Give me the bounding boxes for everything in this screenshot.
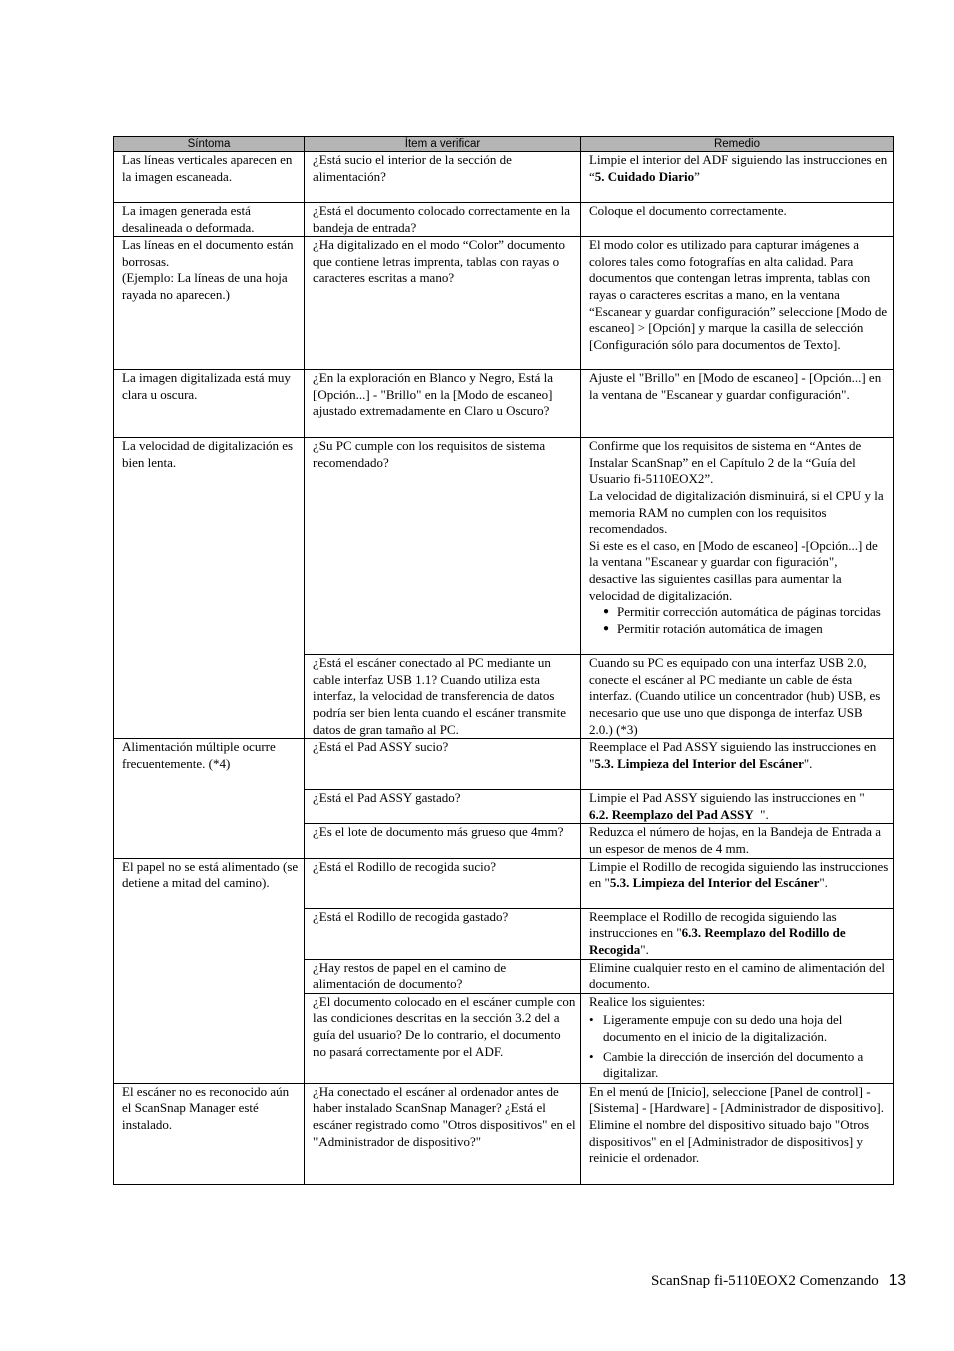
remedy-cell: El modo color es utilizado para capturar imágenes a colores tales como fotografías en alta calidad. Para documentos que contengan letras imprenta, tablas con rayas o caracteres escritas a mano, en la ventana “Escanear y guardar configuración” seleccione [Modo de escaneo] > [Opción] y marque la casilla de selección [Configuración sólo para documentos de Texto].	[581, 237, 894, 370]
check-cell: ¿Ha conectado el escáner al ordenador antes de haber instalado ScanSnap Manager? ¿Está el escáner registrado como "Otros dispositivos" en el "Administrador de dispositivo?"	[305, 1083, 581, 1184]
remedy-cell: Elimine cualquier resto en el camino de alimentación del documento.	[581, 959, 894, 993]
remedy-reference: 6.2. Reemplazo del Pad ASSY	[589, 806, 754, 822]
list-item	[589, 621, 889, 638]
check-cell: ¿Está el Pad ASSY sucio?	[305, 739, 581, 790]
symptom-example: (Ejemplo: La líneas de una hoja rayada no aparecen.)	[122, 270, 288, 302]
table-row	[114, 203, 894, 237]
bullet-icon: ●	[603, 622, 610, 634]
check-cell: ¿En la exploración en Blanco y Negro, Está la [Opción...] - "Brillo" en la [Modo de escaneo] ajustado extremadamente en Claro u Oscuro?	[305, 370, 581, 438]
remedy-cell	[581, 438, 894, 655]
check-cell: ¿Está el Pad ASSY gastado?	[305, 790, 581, 824]
header-symptom: Síntoma	[114, 137, 305, 152]
remedy-cell	[581, 152, 894, 203]
table-row	[114, 858, 894, 908]
symptom-cell: El papel no se está alimentado (se detiene a mitad del camino).	[114, 858, 305, 1083]
remedy-text: ”	[694, 168, 700, 184]
table-row	[114, 370, 894, 438]
list-item-text: Ligeramente empuje con su dedo una hoja del documento en el inicio de la digitalización.	[603, 1012, 843, 1044]
symptom-cell: La imagen generada está desalineada o deformada.	[114, 203, 305, 237]
remedy-reference: 5. Cuidado Diario	[594, 168, 695, 184]
remedy-cell: Cuando su PC es equipado con una interfaz USB 2.0, conecte el escáner al PC mediante un cable de ésta interfaz. (Cuando utilice un concentrador (hub) USB, es necesario que use uno que disponga de interfaz USB 2.0.) (*3)	[581, 655, 894, 739]
table-row	[114, 739, 894, 790]
remedy-cell	[581, 739, 894, 790]
symptom-cell	[114, 237, 305, 370]
list-item-text: Permitir corrección automática de páginas torcidas	[617, 604, 881, 620]
table-row	[114, 237, 894, 370]
remedy-cell	[581, 908, 894, 959]
remedy-reference: 5.3. Limpieza del Interior del Escáner	[594, 755, 804, 771]
list-item-text: Cambie la dirección de inserción del documento a digitalizar.	[603, 1048, 864, 1081]
remedy-cell: Reduzca el número de hojas, en la Bandeja de Entrada a un espesor de menos de 4 mm.	[581, 824, 894, 858]
remedy-text: Realice los siguientes:	[589, 993, 706, 1009]
header-remedy: Remedio	[581, 137, 894, 152]
bullet-icon: ●	[603, 606, 610, 618]
remedy-text: Confirme que los requisitos de sistema en “Antes de Instalar ScanSnap” en el Capítulo 2 de la “Guía del Usuario fi-5110EOX2”.	[589, 438, 862, 487]
check-cell: ¿Está el escáner conectado al PC mediante un cable interfaz USB 1.1? Cuando utiliza esta interfaz, la velocidad de transferencia de datos podría ser bien lenta cuando el escáner transmite datos de gran tamaño al PC.	[305, 655, 581, 739]
symptom-cell: Alimentación múltiple ocurre frecuentemente. (*4)	[114, 739, 305, 858]
remedy-reference: 6.3. Reemplazo del Rodillo de Recogida	[589, 925, 846, 957]
symptom-cell: Las líneas verticales aparecen en la imagen escaneada.	[114, 152, 305, 203]
remedy-cell: Coloque el documento correctamente.	[581, 203, 894, 237]
bullet-icon: •	[589, 1012, 594, 1028]
remedy-text: Limpie el interior del ADF siguiendo las instrucciones en “	[589, 152, 888, 184]
check-cell: ¿Hay restos de papel en el camino de alimentación de documento?	[305, 959, 581, 993]
page-number: 13	[888, 1272, 906, 1289]
remedy-text: ".	[640, 941, 649, 957]
header-check-item: Ítem a verificar	[305, 137, 581, 152]
list-item	[589, 1049, 889, 1082]
table-header-row	[114, 137, 894, 152]
symptom-cell: La velocidad de digitalización es bien lenta.	[114, 438, 305, 739]
remedy-cell: Ajuste el "Brillo" en [Modo de escaneo] - [Opción...] en la ventana de "Escanear y guardar configuración".	[581, 370, 894, 438]
check-cell: ¿Ha digitalizado en el modo “Color” documento que contiene letras imprenta, tablas con rayas o caracteres escritas a mano?	[305, 237, 581, 370]
remedy-text: ".	[753, 806, 769, 822]
table-row	[114, 152, 894, 203]
remedy-text: ".	[819, 875, 828, 891]
document-title: ScanSnap fi-5110EOX2 Comenzando	[651, 1273, 879, 1289]
remedy-text: Limpie el Pad ASSY siguiendo las instrucciones en "	[589, 790, 872, 806]
list-item-text: Permitir rotación automática de imagen	[617, 620, 823, 636]
remedy-reference: 5.3. Limpieza del Interior del Escáner	[609, 875, 820, 891]
remedy-cell	[581, 790, 894, 824]
remedy-text: ".	[803, 755, 813, 771]
checkbox-list	[589, 604, 889, 637]
page-footer	[560, 1272, 906, 1290]
remedy-text: Si este es el caso, en [Modo de escaneo] -[Opción...] de la ventana "Escanear y guardar con figuración", desactive las siguientes casillas para aumentar la velocidad de digitalización.	[589, 537, 878, 603]
table-row	[114, 1083, 894, 1184]
remedy-cell	[581, 858, 894, 908]
check-cell: ¿Está el documento colocado correctamente en la bandeja de entrada?	[305, 203, 581, 237]
check-cell: ¿Su PC cumple con los requisitos de sistema recomendado?	[305, 438, 581, 655]
remedy-text: La velocidad de digitalización disminuirá, si el CPU y la memoria RAM no cumplen con los requisitos recomendados.	[589, 487, 884, 537]
action-list	[589, 1012, 889, 1081]
check-cell: ¿Es el lote de documento más grueso que 4mm?	[305, 824, 581, 858]
symptom-text: Las líneas en el documento están borrosas.	[122, 237, 294, 269]
remedy-cell	[581, 993, 894, 1083]
check-cell: ¿El documento colocado en el escáner cumple con las condiciones descritas en la sección 3.2 del a guía del usuario? De lo contrario, el documento no pasará correctamente por el ADF.	[305, 993, 581, 1083]
bullet-icon: •	[589, 1048, 594, 1064]
remedy-text: Reemplace el Rodillo de recogida siguiendo las instrucciones en "	[589, 908, 837, 941]
remedy-text: Limpie el Rodillo de recogida siguiendo las instrucciones en "	[589, 858, 889, 891]
remedy-text: Reemplace el Pad ASSY siguiendo las instrucciones en "	[589, 739, 877, 771]
list-item	[589, 604, 889, 621]
check-cell: ¿Está el Rodillo de recogida gastado?	[305, 908, 581, 959]
symptom-cell: El escáner no es reconocido aún el ScanSnap Manager esté instalado.	[114, 1083, 305, 1184]
troubleshooting-table	[113, 136, 894, 1185]
check-cell: ¿Está el Rodillo de recogida sucio?	[305, 858, 581, 908]
check-cell: ¿Está sucio el interior de la sección de alimentación?	[305, 152, 581, 203]
table-row	[114, 438, 894, 655]
remedy-cell: En el menú de [Inicio], seleccione [Panel de control] - [Sistema] - [Hardware] - [Administrador de dispositivo]. Elimine el nombre del dispositivo situado bajo "Otros dispositivos" en el [Administrador de dispositivos] y reinicie el ordenador.	[581, 1083, 894, 1184]
list-item	[589, 1012, 889, 1045]
symptom-cell: La imagen digitalizada está muy clara u oscura.	[114, 370, 305, 438]
